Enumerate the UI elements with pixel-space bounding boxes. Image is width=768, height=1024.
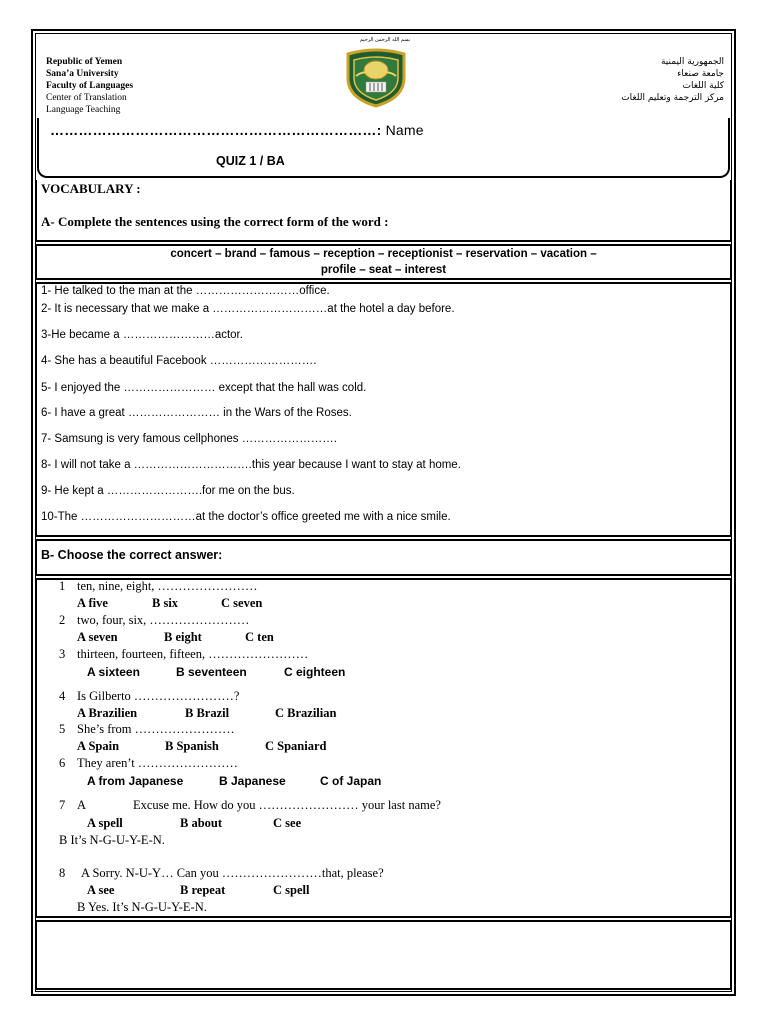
vocabulary-title: VOCABULARY : [41,181,141,196]
quiz-title: QUIZ 1 / BA [216,154,285,168]
option-c: C eighteen [284,665,346,679]
sentence-2: 2- It is necessary that we make a …………………………at the hotel a day before. [41,303,455,315]
sentence-5: 5- I enjoyed the …………………… except that the hall was cold. [41,382,367,394]
option-c: C of Japan [320,774,382,788]
option-b: B six [152,596,179,610]
option-b: B about [180,816,223,830]
question-number: 4 [59,689,66,703]
question-number: 6 [59,756,66,770]
option-c: C seven [221,596,263,610]
reply-text: B Yes. It’s N-G-U-Y-E-N. [77,900,207,914]
option-a: A from Japanese [87,774,184,788]
option-b: B repeat [180,883,226,897]
header-left-block [46,56,133,116]
option-a: A see [87,883,115,897]
option-b: B Spanish [165,739,219,753]
name-line [50,122,424,138]
header-country: Republic of Yemen [46,57,123,67]
header-right-block [621,56,724,104]
option-c: C Brazilian [275,706,337,720]
question-text: Excuse me. How do you …………………… your last name? [133,798,441,812]
option-b: B seventeen [176,665,247,679]
option-b: B Brazil [185,706,230,720]
sentence-6: 6- I have a great …………………… in the Wars of the Roses. [41,407,352,419]
option-b: B eight [164,630,202,644]
sentence-1: 1- He talked to the man at the ………………………office. [41,285,330,297]
sentence-9: 9- He kept a …………………….for me on the bus. [41,485,295,497]
sentence-8: 8- I will not take a ………………………….this year because I want to stay at home. [41,459,461,471]
name-label: Name [385,122,424,138]
question-text: two, four, six, …………………… [77,613,250,627]
header-faculty-ar: كلية اللغات [682,81,724,91]
question-text: She’s from …………………… [77,722,235,736]
option-b: B Japanese [219,774,286,788]
option-c: C spell [273,883,310,897]
header-center: Center of Translation [46,93,127,103]
option-a: A Spain [77,739,120,753]
word-bank-line-1: concert – brand – famous – reception – receptionist – reservation – vacation – [170,248,597,260]
basmala-text: بسم الله الرحمن الرحيم [359,37,411,43]
question-text: thirteen, fourteen, fifteen, …………………… [77,647,309,661]
question-number: 5 [59,722,66,736]
option-c: C Spaniard [265,739,327,753]
header-university: Sana’a University [46,69,119,79]
sentence-7: 7- Samsung is very famous cellphones ……………………. [41,433,337,445]
word-bank-line-2: profile – seat – interest [320,264,447,276]
question-number: 1 [59,579,66,593]
section-a-title: A- Complete the sentences using the correct form of the word : [41,214,389,229]
sentence-3: 3-He became a ……………………actor. [41,329,243,341]
question-text: A Sorry. N-U-Y… Can you ……………………that, please? [81,866,384,880]
option-a: A spell [87,816,123,830]
question-text: ten, nine, eight, …………………… [77,579,258,593]
question-number: 3 [59,647,66,661]
option-c: C see [273,816,302,830]
section-b-title: B- Choose the correct answer: [41,548,223,562]
sentence-4: 4- She has a beautiful Facebook ………………………. [41,355,317,367]
sentence-10: 10-The …………………………at the doctor’s office greeted me with a nice smile. [41,511,451,523]
university-seal-icon [342,48,410,108]
name-blank: ……………………………………………………………: [50,122,382,138]
option-a: A sixteen [87,665,140,679]
reply-text: B It’s N-G-U-Y-E-N. [59,833,165,847]
header-center-ar: مركز الترجمة وتعليم اللغات [621,93,724,103]
question-number: 8 [59,866,66,880]
word-bank [37,246,730,278]
question-text: Is Gilberto ……………………? [77,689,240,703]
empty-answer-box [35,920,732,990]
question-text: They aren’t …………………… [77,756,238,770]
header-university-ar: جامعة صنعاء [677,69,724,79]
option-a: A Brazilien [77,706,138,720]
option-a: A seven [77,630,118,644]
header-department: Language Teaching [46,105,121,115]
speaker-a: A [77,798,87,812]
option-a: A five [77,596,108,610]
question-number: 7 [59,798,66,812]
header-country-ar: الجمهورية اليمنية [660,57,724,67]
question-number: 2 [59,613,66,627]
option-c: C ten [245,630,274,644]
header-faculty: Faculty of Languages [46,81,134,91]
